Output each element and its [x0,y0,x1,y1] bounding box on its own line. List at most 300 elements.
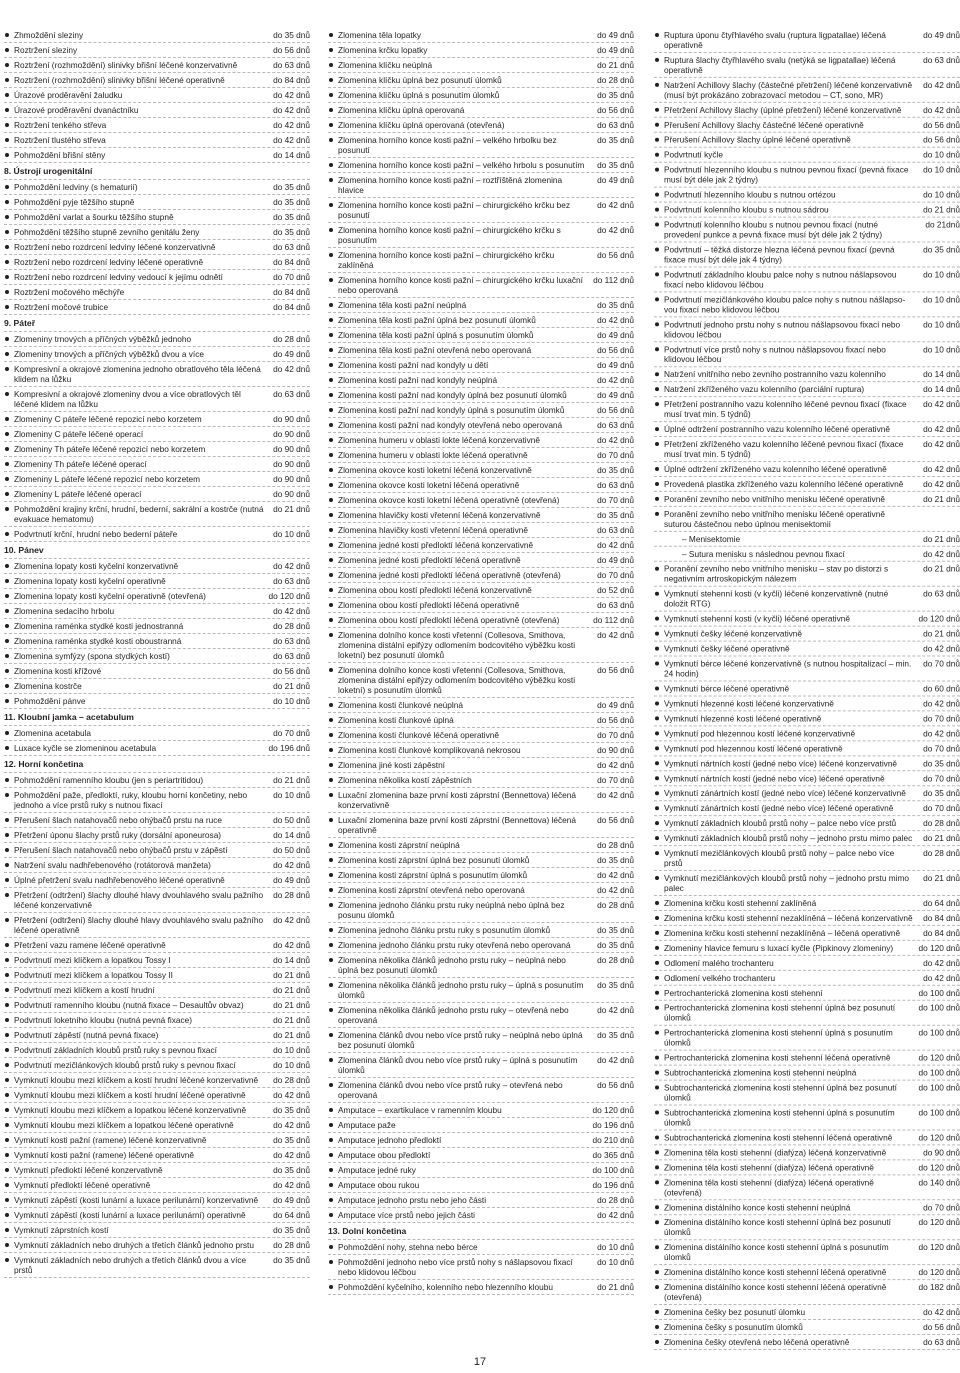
injury-description: Amputace více prstů nebo jejich části [338,1210,475,1220]
duration-value: do 35 dnů [273,1165,310,1175]
duration-value: do 14 dnů [273,955,310,965]
list-item [654,163,960,188]
duration-value: do 10 dnů [923,164,960,175]
list-item [4,457,310,472]
duration-value: do 64 dnů [273,1210,310,1220]
injury-description: Vymknutí kosti pažní (ramene) léčené operativně [14,1150,195,1160]
duration-value: do 42 dnů [273,915,310,925]
duration-value: do 42 dnů [923,698,960,709]
duration-value: do 35 dnů [273,197,310,207]
list-item [654,382,960,397]
duration-value: do 42 dnů [597,1005,634,1015]
injury-description: Zlomenina několika článků jednoho prstu ruky – otevřená nebo operovaná [338,1005,569,1025]
duration-value: do 14 dnů [273,150,310,160]
injury-description: Zlomeniny L páteře léčené operací [14,489,142,499]
injury-description: Přerušení Achillovy šlachy částečné léčené operativně [664,119,864,130]
list-item [328,1240,634,1255]
injury-description: Zlomenina raménka stydké kosti oboustranná [14,636,182,646]
list-item [654,78,960,103]
injury-description: Subtrochanterická zlomenina kosti stehenní neúplná [664,1067,857,1078]
injury-description: Amputace jednoho prstu nebo jeho části [338,1195,487,1205]
injury-description: Zlomenina několika článků jednoho prstu ruky – úplná s posunutím úlomků [338,980,584,1000]
duration-value: do 42 dnů [597,225,634,235]
list-item [654,342,960,367]
duration-value: do 35 dnů [597,925,634,935]
list-item [654,133,960,148]
duration-value: do 365 dnů [592,1150,634,1160]
list-item [328,698,634,713]
duration-value: do 10 dnů [597,1257,634,1267]
list-item [4,347,310,362]
injury-description: Odlomení velkého trochanteru [664,972,776,983]
duration-value: do 70 dnů [923,803,960,814]
injury-description: Podvrtnutí mezi klíčkem a lopatkou Tossy II [14,970,173,980]
list-item [328,508,634,523]
injury-description: Podvrtnutí ramenního kloubu (nutná fixace – Desaultův obvaz) [14,1000,244,1010]
injury-description: Zhmoždění sleziny [14,30,84,40]
injury-description: Ruptura úponu čtyřhlavého svalu (ruptura ligpatallae) léčená operativně [664,29,886,50]
duration-value: do 196 dnů [592,1180,634,1190]
duration-value: do 35 dnů [597,300,634,310]
duration-value: do 42 dnů [923,1307,960,1318]
injury-description: Přetržení (odtržení) šlachy dlouhé hlavy dvouhlavého svalu pažního léčené operativně [14,915,264,935]
duration-value: do 42 dnů [923,463,960,474]
injury-description: Vymknutí záprstních kostí [14,1225,109,1235]
duration-value: do 49 dnů [597,360,634,370]
list-item [654,1265,960,1280]
list-item [328,373,634,388]
injury-description: Přetržení (odtržení) šlachy dlouhé hlavy dvouhlavého svalu pažního léčené konzervativně [14,890,264,910]
injury-description: Podvrtnutí základního kloubu palce nohy s nutnou nášlapsovou fixací nebo klidovou léčbou [664,269,897,290]
injury-description: Vymknutí kosti pažní (ramene) léčené konzervativně [14,1135,207,1145]
list-item [4,88,310,103]
injury-description: Zlomeniny C páteře léčené repozicí nebo korzetem [14,414,202,424]
injury-description: Roztržení močové trubice [14,302,109,312]
duration-value: do 28 dnů [923,848,960,859]
injury-description: Úplné přetržení svalu nadhřebenového léčené operativně [14,875,225,885]
duration-value: do 182 dnů [918,1282,960,1293]
injury-description: Zlomenina češky bez posunutí úlomku [664,1307,806,1318]
list-item [654,1320,960,1335]
duration-value: do 63 dnů [597,600,634,610]
list-item [328,343,634,358]
list-item [654,317,960,342]
duration-value: do 120 dnů [918,1132,960,1143]
duration-value: do 63 dnů [923,588,960,599]
list-item [654,1106,960,1131]
injury-description: Zlomenina obou kostí předloktí léčená konzervativně [338,585,532,595]
duration-value: do 63 dnů [273,576,310,586]
duration-value: do 21 dnů [923,628,960,639]
injury-description: Zlomenina několika článků jednoho prstu ruky – neúplná nebo úplná bez posunutí úlomků [338,955,566,975]
duration-value: do 63 dnů [273,636,310,646]
duration-value: do 14 dnů [923,384,960,395]
list-item [4,285,310,300]
duration-value: do 49 dnů [597,45,634,55]
injury-description: Zlomenina lopaty kosti kyčelní operativně [14,576,166,586]
duration-value: do 28 dnů [597,75,634,85]
duration-value: do 120 dnů [268,591,310,601]
injury-description: Amputace – exartikulace v ramenním kloubu [338,1105,502,1115]
duration-value: do 35 dnů [273,1105,310,1115]
duration-value: do 100 dnů [918,1027,960,1038]
injury-description: Pohmoždění kyčelního, kolenního nebo hlezenního kloubu [338,1282,553,1292]
duration-value: do 196 dnů [268,743,310,753]
duration-value: do 70 dnů [273,728,310,738]
list-item [328,463,634,478]
list-item [654,367,960,382]
injury-description: Vymknutí zápěstí (kosti lunární a luxace perilunární) operativně [14,1210,246,1220]
duration-value: do 120 dnů [918,1242,960,1253]
injury-description: Zlomenina kosti záprstní neúplná [338,840,460,850]
injury-description: Zlomenina klíčku neúplná [338,60,433,70]
list-item [328,1163,634,1178]
duration-value: do 49 dnů [597,30,634,40]
list-item [4,858,310,873]
duration-value: do 70 dnů [923,658,960,669]
injury-description: Luxační zlomenina baze první kosti záprstní (Bennettova) léčená operativně [338,815,576,835]
injury-description: Zlomenina článků dvou nebo více prstů ruky – otevřená nebo operovaná [338,1080,563,1100]
duration-value: do 42 dnů [923,104,960,115]
list-item [328,1003,634,1028]
injury-description: Zlomenina kosti pažní nad kondyly neúplná [338,375,498,385]
duration-value: do 42 dnů [923,399,960,410]
duration-value: do 42 dnů [273,90,310,100]
list-item [328,598,634,613]
duration-value: do 42 dnů [597,885,634,895]
duration-value: do 70 dnů [923,773,960,784]
duration-value: do 28 dnů [923,818,960,829]
duration-value: do 84 dnů [273,302,310,312]
list-item [654,397,960,422]
duration-value: do 70 dnů [923,713,960,724]
duration-value: do 21 dnů [923,563,960,574]
duration-value: do 49 dnů [597,555,634,565]
injury-description: Zlomeniny Th páteře léčené repozicí nebo korzetem [14,444,206,454]
list-item [654,896,960,911]
injury-description: Zlomenina těla kosti pažní úplná bez posunutí úlomků [338,315,536,325]
list-item [328,538,634,553]
duration-value: do 21 dnů [273,775,310,785]
injury-description: Vymknutí základních nebo druhých a třetích článků jednoho prstu [14,1240,254,1250]
duration-value: do 120 dnů [918,1052,960,1063]
list-item [4,1133,310,1148]
list-item [654,711,960,726]
list-item [4,148,310,163]
injury-description: Natržení Achillovy šlachy (částečné přetržení) léčené konzervativně (musí být prokázáno zobrazovací metodou – CT, sono, MR) [664,79,913,100]
injury-description: Podvrtnutí mezičlánkových kloubů prstů ruky s pevnou fixací [14,1060,236,1070]
injury-description: Subtrochanterická zlomenina kosti stehenní úplná s posunutím úlomků [664,1107,895,1128]
list-item [328,173,634,198]
duration-value: do 52 dnů [597,585,634,595]
duration-value: do 42 dnů [273,364,310,374]
injury-description: Zlomenina těla kosti pažní neúplná [338,300,467,310]
duration-value: do 56 dnů [923,119,960,130]
injury-description: Zlomenina horního konce kosti pažní – roztříštěná zlomenina hlavice [338,175,563,195]
injury-description: Zlomenina článků dvou nebo více prstů ruky – úplná s posunutím úlomků [338,1055,578,1075]
duration-value: do 56 dnů [597,345,634,355]
list-item [654,292,960,317]
section-heading: 11. Kloubní jamka – acetabulum [4,709,310,726]
duration-value: do 21 dnů [273,681,310,691]
list-item [654,28,960,53]
list-item [328,298,634,313]
injury-description: Vymknutí nártních kostí (jedné nebo více) léčené operativně [664,773,885,784]
duration-value: do 64 dnů [923,897,960,908]
duration-value: do 10 dnů [273,529,310,539]
list-item [328,58,634,73]
injury-description: Vymknutí češky léčené operativně [664,643,790,654]
list-item [654,971,960,986]
duration-value: do 21 dnů [923,873,960,884]
injury-description: Podvrtnutí hlezenního kloubu s nutnou ortézou [664,189,836,200]
injury-description: Zlomenina kostrče [14,681,82,691]
injury-description: Amputace jednoho předloktí [338,1135,442,1145]
duration-value: do 42 dnů [923,548,960,559]
injury-description: Zlomenina těla kosti stehenní (diafýza) léčená operativně (otevřená) [664,1177,874,1198]
injury-description: Vymknutí zápěstí (kosti lunární a luxace perilunární) konzervativně [14,1195,259,1205]
injury-description: Zlomenina dolního konce kosti vřetenní (Collesova, Smithova, zlomenina distální epifýzy odlomením bodcovitého výběžku kosti loketní) s posunutím úlomků [338,665,576,695]
injury-description: Pertrochanterická zlomenina kosti stehenní [664,987,823,998]
duration-value: do 42 dnů [597,1055,634,1065]
list-item [4,788,310,813]
duration-value: do 10 dnů [923,319,960,330]
injury-description: Roztržení tenkého střeva [14,120,107,130]
list-item [328,728,634,743]
section-heading: 12. Horní končetina [4,756,310,773]
injury-description: Vymknutí bérce léčené operativně [664,683,790,694]
injury-description: Zlomenina hlavičky kosti vřetenní léčená konzervativně [338,510,541,520]
list-item [328,88,634,103]
list-subitem [654,547,960,562]
list-item [328,978,634,1003]
list-item [654,986,960,1001]
injury-description: Vymknutí kloubu mezi klíčkem a kostí hrudní léčené konzervativně [14,1075,259,1085]
list-item [4,589,310,604]
duration-value: do 90 dnů [273,444,310,454]
list-item [4,58,310,73]
injury-description: Přetržení zkříženého vazu kolenního léčené pevnou fixací (fixace musí trvat min. 5 týdnů) [664,439,904,460]
injury-description: Vymknutí pod hlezennou kostí léčené konzervativně [664,728,856,739]
duration-value: do 84 dnů [273,287,310,297]
duration-value: do 50 dnů [273,815,310,825]
list-item [654,871,960,896]
injury-description: Zlomenina těla kosti stehenní (diafýza) léčená konzervativně [664,1147,887,1158]
list-item [654,681,960,696]
duration-value: do 10 dnů [273,790,310,800]
list-item [4,1118,310,1133]
injury-description: Pohmoždění ramenního kloubu (jen s periartritidou) [14,775,204,785]
duration-value: do 42 dnů [273,606,310,616]
injury-description: Pohmoždění varlat a šourku těžšího stupně [14,212,174,222]
injury-description: Vymknutí kloubu mezi klíčkem a kostí hrudní léčené operativně [14,1090,246,1100]
list-item [4,679,310,694]
injury-description: Přerušení Achillovy šlachy úplné léčené operativně [664,134,851,145]
list-item [654,1305,960,1320]
duration-value: do 42 dnů [597,540,634,550]
list-item [328,1118,634,1133]
injury-description: Zlomenina krčku kosti stehenní zaklíněná [664,897,817,908]
injury-description: Pohmoždění ledviny (s hematurií) [14,182,138,192]
list-item [328,388,634,403]
injury-description: Pertrochanterická zlomenina kosti stehenní léčená operativně [664,1052,891,1063]
list-item [654,1200,960,1215]
injury-description: Subtrochanterická zlomenina kosti stehenní léčená operativně [664,1132,893,1143]
duration-value: do 21 dnů [597,1282,634,1292]
list-item [4,472,310,487]
list-item [654,243,960,268]
section-heading: 8. Ústrojí urogenitální [4,163,310,180]
list-item [4,1253,310,1278]
injury-description: Podvrtnutí základních kloubů prstů ruky s pevnou fixací [14,1045,217,1055]
list-item [654,1051,960,1066]
duration-value: do 10 dnů [923,149,960,160]
list-item [328,158,634,173]
list-item [4,1148,310,1163]
injury-description: Podvrtnutí krční, hrudní nebo bederní páteře [14,529,178,539]
injury-description: Zlomenina těla kosti pažní otevřená nebo operovaná [338,345,532,355]
injury-description: Přerušení šlach natahovačů nebo ohýbačů prstu na ruce [14,815,223,825]
duration-value: do 60 dnů [923,683,960,694]
duration-value: do 196 dnů [592,1120,634,1130]
list-item [654,1175,960,1200]
injury-description: Zlomenina článků dvou nebo více prstů ruky – neúplná nebo úplná bez posunutí úlomků [338,1030,583,1050]
injury-description: Přetržení postranního vazu kolenního léčené pevnou fixací (fixace musí trvat min. 5 týdnů) [664,399,907,420]
injury-description: Úplné odtržení postranního vazu kolenního léčené operativně [664,424,891,435]
duration-value: do 21 dnů [273,1000,310,1010]
injury-description: Zlomenina jedné kosti předloktí léčená operativně [338,555,521,565]
duration-value: do 35 dnů [597,510,634,520]
list-item [654,771,960,786]
injury-description: Zlomeniny L páteře léčené repozicí nebo korzetem [14,474,201,484]
list-item [4,28,310,43]
injury-description: Pohmoždění nohy, stehna nebo bérce [338,1242,478,1252]
duration-value: do 49 dnů [597,330,634,340]
injury-description: Vymknutí hlezenné kosti léčené konzervativně [664,698,834,709]
injury-description: Zlomenina hlavičky kosti vřetenní léčená operativně [338,525,529,535]
injury-description: – Menisektomie [682,533,741,544]
list-item [654,756,960,771]
list-item [654,422,960,437]
list-item [4,604,310,619]
injury-description: Zlomenina klíčku úplná operovaná (otevřená) [338,120,505,130]
duration-value: do 70 dnů [923,743,960,754]
duration-value: do 35 dnů [923,788,960,799]
duration-value: do 63 dnů [273,242,310,252]
list-item [328,478,634,493]
injury-description: Zlomenina jednoho článku prstu ruky neúplná nebo úplná bez posunu úlomků [338,900,565,920]
list-item [328,43,634,58]
duration-value: do 21 dnů [923,833,960,844]
duration-value: do 100 dnů [918,1067,960,1078]
list-item [328,73,634,88]
injury-description: Podvrtnutí mezi klíčkem a kostí hrudní [14,985,155,995]
injury-description: Vymknutí nártních kostí (jedné nebo více) léčené konzervativně [664,758,898,769]
injury-description: Natržení zkříženého vazu kolenního (parciální ruptura) [664,384,865,395]
list-item [4,387,310,412]
section-heading: 10. Pánev [4,542,310,559]
injury-description: Roztržení močového měchýře [14,287,125,297]
injury-description: Zlomenina kosti pažní nad kondyly úplná s posunutím úlomků [338,405,565,415]
injury-description: Zlomenina klíčku úplná operovaná [338,105,465,115]
duration-value: do 42 dnů [923,79,960,90]
duration-value: do 42 dnů [923,439,960,450]
list-item [654,1280,960,1305]
duration-value: do 56 dnů [273,45,310,55]
injury-description: Vymknutí pod hlezennou kostí léčené operativně [664,743,843,754]
list-item [328,613,634,628]
injury-description: Amputace obou rukou [338,1180,420,1190]
list-item [328,103,634,118]
duration-value: do 42 dnů [923,643,960,654]
injury-description: Pohmoždění pyje těžšího stupně [14,197,135,207]
list-item [4,574,310,589]
duration-value: do 70 dnů [597,775,634,785]
injury-description: Zlomenina těla kosti stehenní (diafýza) léčená operativně [664,1162,874,1173]
list-item [654,507,960,532]
injury-description: Zlomenina klíčku úplná s posunutím úlomků [338,90,500,100]
injury-description: Zlomenina acetabula [14,728,92,738]
duration-value: do 42 dnů [273,135,310,145]
duration-value: do 120 dnů [918,942,960,953]
duration-value: do 42 dnů [923,478,960,489]
duration-value: do 35 dnů [273,1255,310,1265]
duration-value: do 49 dnů [597,390,634,400]
list-item [4,773,310,788]
injury-description: Zlomeniny trnových a příčných výběžků dvou a více [14,349,204,359]
list-item [4,1103,310,1118]
injury-description: Zlomenina češky otevřená nebo léčená operativně [664,1336,850,1347]
duration-value: do 28 dnů [273,1240,310,1250]
injury-description: Zlomenina kosti člunkové neúplná [338,700,463,710]
injury-description: Zlomenina češky s posunutím úlomků [664,1322,803,1332]
list-item [4,938,310,953]
injury-description: Zlomenina jedné kosti předloktí léčená konzervativně [338,540,534,550]
list-item [4,953,310,968]
list-item [4,1238,310,1253]
injury-description: Zlomenina kosti křížové [14,666,102,676]
duration-value: do 70 dnů [597,450,634,460]
list-item [654,562,960,587]
list-item [4,913,310,938]
list-item [328,418,634,433]
list-item [4,133,310,148]
injury-description: Roztržení sleziny [14,45,78,55]
list-item [328,523,634,538]
duration-value: do 35 dnů [273,212,310,222]
duration-value: do 10 dnů [273,696,310,706]
injury-description: Zlomenina raménka stydké kosti jednostranná [14,621,184,631]
duration-value: do 35 dnů [597,980,634,990]
injury-description: Pohmoždění jednoho nebo více prstů nohy s nášlapsovou fixací nebo klidovou léčbou [338,1257,573,1277]
list-item [4,195,310,210]
list-item [328,1255,634,1280]
list-item [654,1215,960,1240]
list-item [654,642,960,657]
list-item [654,956,960,971]
list-item [4,240,310,255]
injury-description: Podvrtnutí kyčle [664,149,724,160]
injury-description: Poranění zevního nebo vnitřního menisku léčené operativně suturou částečnou nebo úplnou menisektomií [664,508,885,529]
duration-value: do 56 dnů [597,665,634,675]
injury-description: Zlomenina horního konce kosti pažní – velkého hrbolu s posunutím [338,160,585,170]
injury-description: Zlomenina okovce kosti loketní léčená operativně (otevřená) [338,495,560,505]
injury-description: Úplné odtržení zkříženého vazu kolenního léčené operativně [664,463,887,474]
injury-description: Vymknutí zánártních kostí (jedné nebo více) léčené konzervativně [664,788,906,799]
duration-value: do 120 dnů [592,1105,634,1115]
list-item [328,773,634,788]
list-item [328,1193,634,1208]
